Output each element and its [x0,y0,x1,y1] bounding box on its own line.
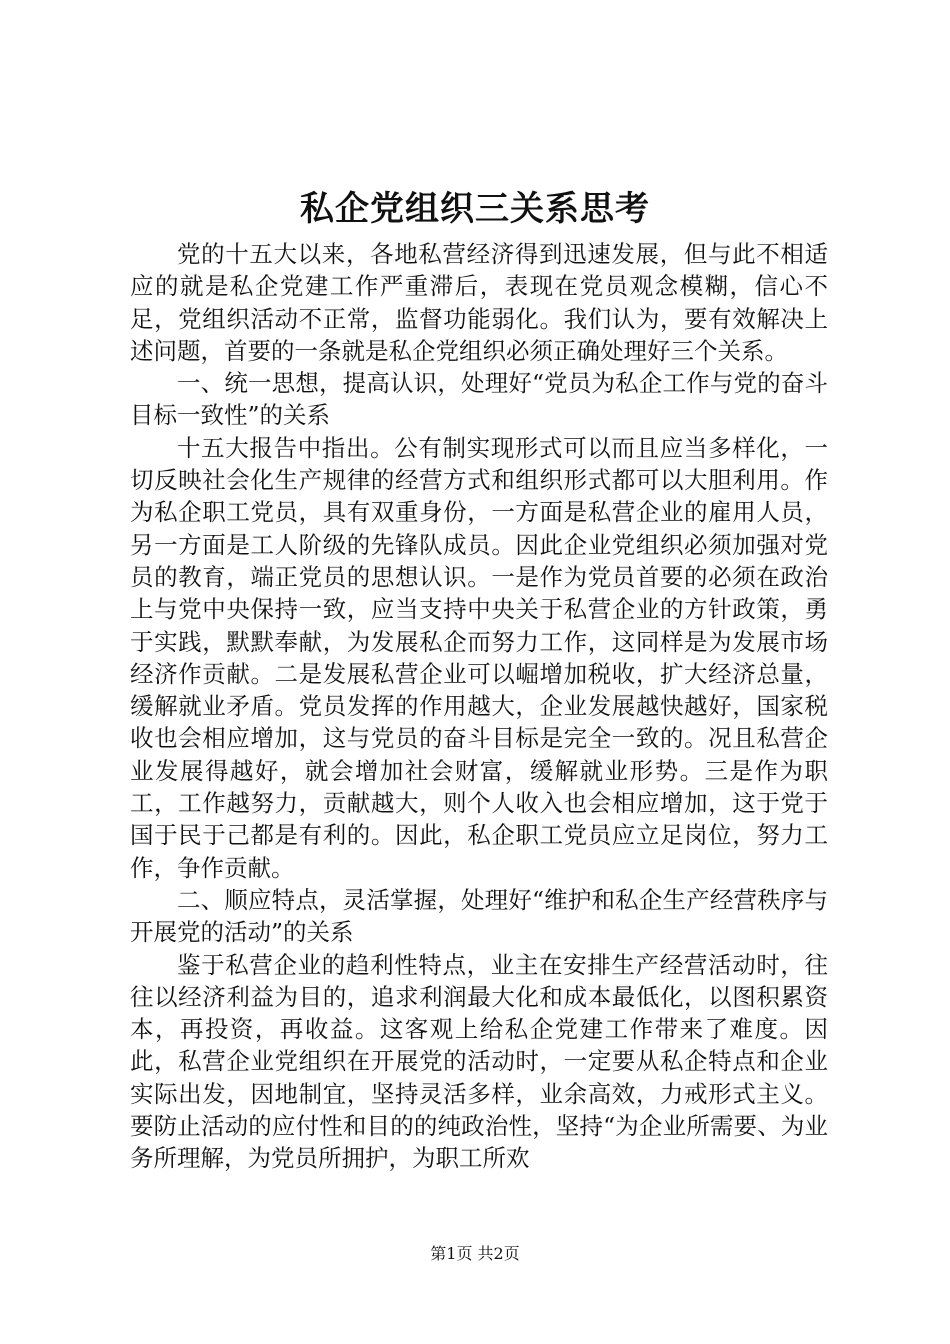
document-title: 私企党组织三关系思考 [300,189,650,229]
section-heading-1: 一、统一思想，提高认识，处理好“党员为私企工作与党的奋斗目标一致性”的关系 [130,369,828,430]
paragraph-section-2: 鉴于私营企业的趋利性特点，业主在安排生产经营活动时，往往以经济利益为目的，追求利润最大化和成本最低化，以图积累资本，再投资，再收益。这客观上给私企党建工作带来了难度。因此，私营企业党组织在开展党的活动时，一定要从私企特点和企业实际出发，因地制宜，坚持灵活多样，业余高效，力戒形式主义。要防止活动的应付性和目的的纯政治性，坚持“为企业所需要、为业务所理解，为党员所拥护，为职工所欢 [130,950,828,1173]
paragraph-section-1: 十五大报告中指出。公有制实现形式可以而且应当多样化，一切反映社会化生产规律的经营方式和组织形式都可以大胆利用。作为私企职工党员，具有双重身份，一方面是私营企业的雇用人员，另一方面是工人阶级的先锋队成员。因此企业党组织必须加强对党员的教育，端正党员的思想认识。一是作为党员首要的必须在政治上与党中央保持一致，应当支持中央关于私营企业的方针政策，勇于实践，默默奉献，为发展私企而努力工作，这同样是为发展市场经济作贡献。二是发展私营企业可以崛增加税收，扩大经济总量，缓解就业矛盾。党员发挥的作用越大，企业发展越快越好，国家税收也会相应增加，这与党员的奋斗目标是完全一致的。况且私营企业发展得越好，就会增加社会财富，缓解就业形势。三是作为职工，工作越努力，贡献越大，则个人收入也会相应增加，这于党于国于民于己都是有利的。因此，私企职工党员应立足岗位，努力工作，争作贡献。 [130,433,828,882]
document-body [130,238,828,1175]
section-heading-2: 二、顺应特点，灵活掌握，处理好“维护和私企生产经营秩序与开展党的活动”的关系 [130,885,828,947]
page-footer: 第1页 共2页 [430,1244,520,1263]
paragraph-intro: 党的十五大以来，各地私营经济得到迅速发展，但与此不相适应的就是私企党建工作严重滞后，表现在党员观念模糊，信心不足，党组织活动不正常，监督功能弱化。我们认为，要有效解决上述问题，首要的一条就是私企党组织必须正确处理好三个关系。 [130,240,828,365]
